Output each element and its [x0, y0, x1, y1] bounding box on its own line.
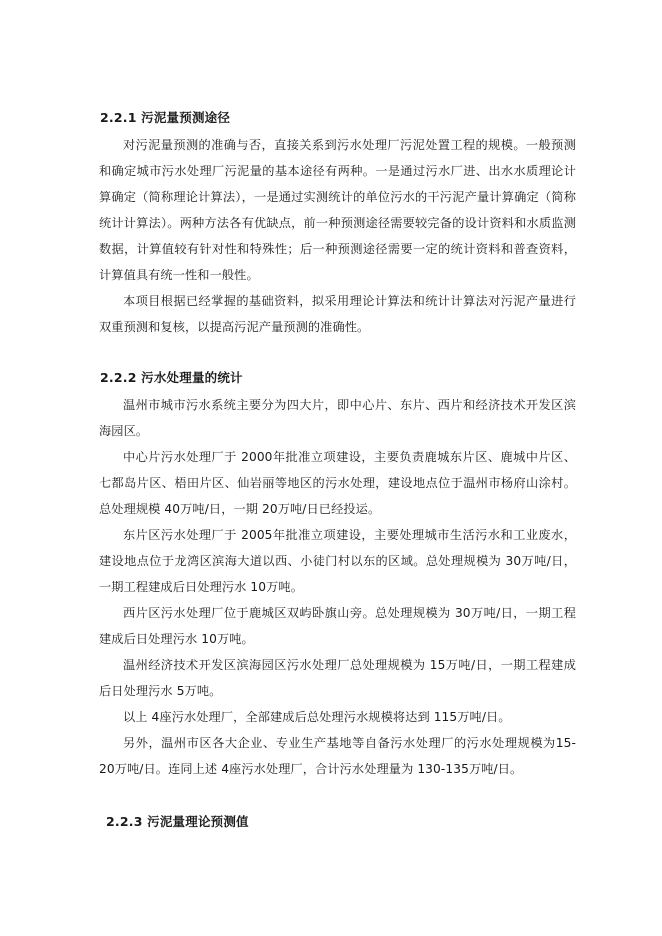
section-heading-2-2-3: 2.2.3 污泥量理论预测值: [106, 814, 249, 829]
paragraph-sludge-prediction-methods: 对污泥量预测的准确与否，直接关系到污水处理厂污泥处置工程的规模。一般预测和确定城市污水处理厂污泥量的基本途径有两种。一是通过污水厂进、出水水质理论计算确定（简称理论计算法），一是通过实测统计的单位污水的干污泥产量计算确定（简称统计计算法）。两种方法各有优缺点，前一种预测途径需要较完备的设计资料和水质监测数据，计算值较有针对性和特殊性；后一种预测途径需要一定的统计资料和普查资料，计算值具有统一性和一般性。: [99, 138, 576, 282]
paragraph-project-approach: 本项目根据已经掌握的基础资料，拟采用理论计算法和统计计算法对污泥产量进行双重预测和复核，以提高污泥产量预测的准确性。: [99, 294, 576, 334]
paragraph-sewage-system-overview: 温州市城市污水系统主要分为四大片，即中心片、东片、西片和经济技术开发区滨海园区。: [99, 398, 576, 438]
paragraph-development-zone-plant: 温州经济技术开发区滨海园区污水处理厂总处理规模为 15万吨/日，一期工程建成后日处理污水 5万吨。: [99, 658, 576, 698]
paragraph-west-plant: 西片区污水处理厂位于鹿城区双屿卧旗山旁。总处理规模为 30万吨/日，一期工程建成后日处理污水 10万吨。: [99, 606, 576, 646]
section-heading-2-2-1: 2.2.1 污泥量预测途径: [100, 110, 231, 125]
paragraph-total-capacity: 以上 4座污水处理厂，全部建成后总处理污水规模将达到 115万吨/日。: [123, 710, 511, 724]
paragraph-central-plant: 中心片污水处理厂于 2000年批准立项建设，主要负责鹿城东片区、鹿城中片区、七都岛片区、梧田片区、仙岩丽等地区的污水处理，建设地点位于温州市杨府山涂村。总处理规模 40万吨/日，一期 20万吨/日已经投运。: [99, 450, 576, 516]
section-heading-2-2-2: 2.2.2 污水处理量的统计: [100, 370, 243, 385]
paragraph-east-plant: 东片区污水处理厂于 2005年批准立项建设，主要处理城市生活污水和工业废水，建设地点位于龙湾区滨海大道以西、小徒门村以东的区域。总处理规模为 30万吨/日，一期工程建成后日处理污水 10万吨。: [99, 528, 576, 594]
paragraph-enterprise-plants: 另外，温州市区各大企业、专业生产基地等自备污水处理厂的污水处理规模为15-20万吨/日。连同上述 4座污水处理厂，合计污水处理量为 130-135万吨/日。: [99, 736, 576, 776]
